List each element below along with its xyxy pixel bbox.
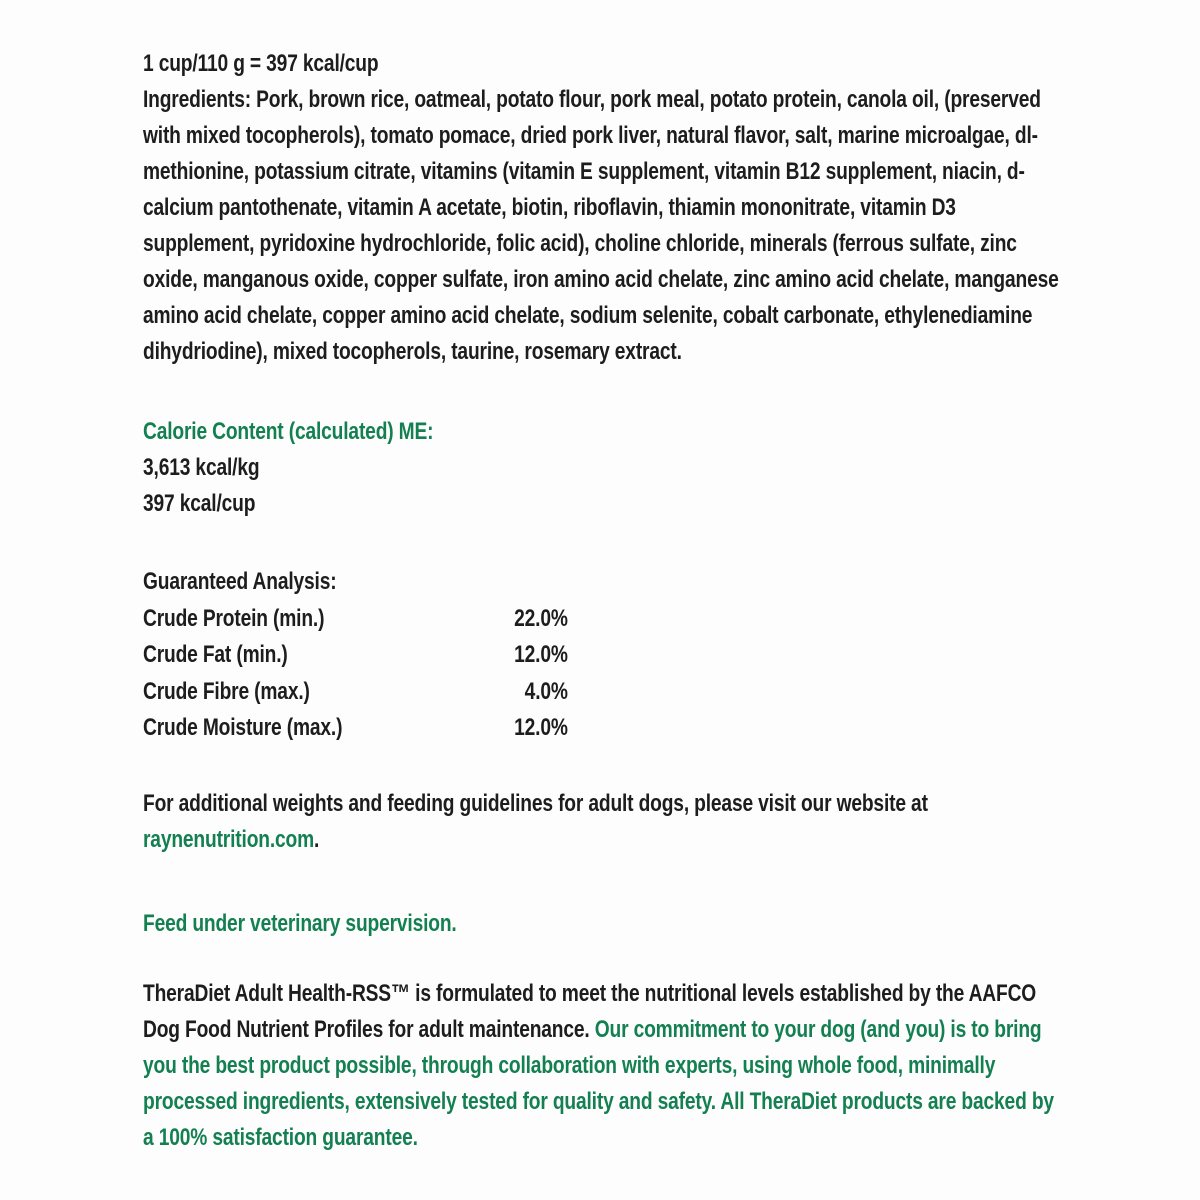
aafco-statement-black: TheraDiet Adult Health-RSS™ is formulated to meet the nutritional levels established by the AAFCO Dog Food Nutrient Profiles for adult maintenance. [143, 980, 1037, 1043]
website-note-period: . [314, 826, 320, 853]
ingredients-paragraph: Ingredients: Pork, brown rice, oatmeal, potato flour, pork meal, potato protein, canola oil, (preserved with mixed tocopherols), tomato pomace, dried pork liver, natural flavor, salt, marine microalgae, dl-methionine, potassium citrate, vitamins (vitamin E supplement, vitamin B12 supplement, niacin, d-calcium pantothenate, vitamin A acetate, biotin, riboflavin, thiamin mononitrate, vitamin D3 supplement, pyridoxine hydrochloride, folic acid), choline chloride, minerals (ferrous sulfate, zinc oxide, manganous oxide, copper sulfate, iron amino acid chelate, zinc amino acid chelate, manganese amino acid chelate, copper amino acid chelate, sodium selenite, cobalt carbonate, ethylenediamine dihydriodine), mixed tocopherols, taurine, rosemary extract. [143, 86, 1059, 365]
analysis-row-label: Crude Protein (min.) [143, 604, 325, 632]
analysis-row-value: 12.0% [514, 714, 568, 741]
website-note [143, 786, 1061, 858]
analysis-row-value: 12.0% [514, 641, 568, 668]
analysis-row-crude-fat [143, 637, 1061, 674]
analysis-row-label: Crude Fibre (max.) [143, 677, 310, 705]
supervision-note-section [143, 906, 1061, 942]
label-text-column [143, 0, 1061, 1200]
analysis-row-label: Crude Fat (min.) [143, 641, 288, 668]
analysis-row-crude-fibre [143, 674, 1061, 711]
guaranteed-analysis-section [143, 564, 1061, 747]
serving-and-ingredients-section [143, 46, 1061, 370]
serving-size-line: 1 cup/110 g = 397 kcal/cup [143, 50, 379, 77]
calorie-content-heading: Calorie Content (calculated) ME: [143, 418, 434, 445]
aafco-statement-section [143, 976, 1061, 1156]
calorie-content-section [143, 414, 1061, 522]
website-note-text: For additional weights and feeding guidelines for adult dogs, please visit our website at [143, 790, 928, 817]
analysis-row-label: Crude Moisture (max.) [143, 714, 343, 741]
calorie-kcal-per-cup: 397 kcal/cup [143, 490, 256, 517]
analysis-row-crude-moisture [143, 710, 1061, 747]
website-link: raynenutrition.com [143, 826, 315, 853]
analysis-row-value: 22.0% [514, 604, 568, 632]
guaranteed-analysis-heading: Guaranteed Analysis: [143, 568, 337, 595]
website-note-section [143, 786, 1061, 858]
calorie-kcal-per-kg: 3,613 kcal/kg [143, 454, 260, 481]
analysis-row-crude-protein [143, 601, 1061, 638]
analysis-row-value: 4.0% [524, 677, 568, 705]
aafco-statement-green: Our commitment to your dog (and you) is to bring you the best product possible, through collaboration with experts, using whole food, minimally processed ingredients, extensively tested for quality and safety. All TheraDiet products are backed by a 100% satisfaction guarantee. [143, 1016, 1054, 1151]
supervision-note: Feed under veterinary supervision. [143, 910, 457, 937]
aafco-statement [143, 976, 1061, 1156]
